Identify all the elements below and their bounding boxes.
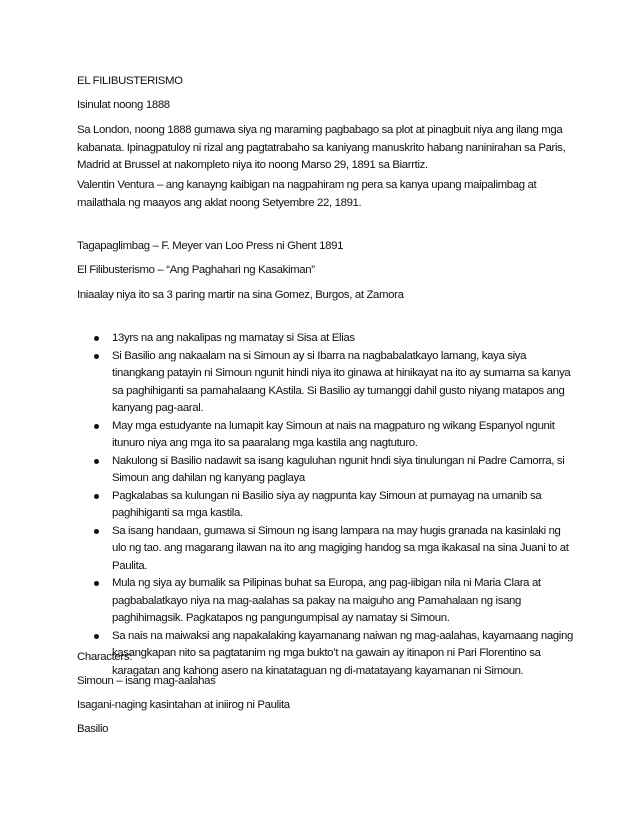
bullet-dot-icon: [94, 336, 99, 341]
bullet-dot-icon: [94, 581, 99, 586]
bullet-dot-icon: [94, 354, 99, 359]
paragraph-valentin: Valentin Ventura – ang kanayng kaibigan na nagpahiram ng pera sa kanya upang maipalimbag at mailathala ng maayos ang aklat noong Setyembre 22, 1891.: [77, 179, 537, 209]
bullet-dot-icon: [94, 634, 99, 639]
bullet-dot-icon: [94, 494, 99, 499]
list-item: May mga estudyante na lumapit kay Simoun at nais na magpaturo ng wikang Espanyol ngunit itunuro niya ang mga ito sa paaralang mga kastila ang nagtuturo.: [77, 418, 577, 453]
publisher-line: Tagapaglimbag – F. Meyer van Loo Press ni Ghent 1891: [77, 240, 344, 252]
meaning-line: El Filibusterismo – “Ang Paghahari ng Kasakiman”: [77, 264, 315, 276]
character-item: Simoun – isang mag-aalahas: [77, 675, 216, 687]
bullet-list: [77, 330, 577, 680]
bullet-dot-icon: [94, 459, 99, 464]
list-item: Sa nais na maiwaksi ang napakalaking kayamanang naiwan ng mag-aalahas, kayamaang naging kasangkapan nito sa pagtatanim ng mga bukto’t na gawain ay itinapon ni Pari Florentino sa karagatan ang kahong asero na kinatataguan ng di-matatayang kayamanan ni Simoun.: [77, 628, 577, 681]
list-item: Sa isang handaan, gumawa si Simoun ng isang lampara na may hugis granada na kasinlaki ng ulo ng tao. ang magarang ilawan na ito ang magiging handog sa mga ikakasal na sina Juani to at Paulita.: [77, 523, 577, 576]
list-item: Si Basilio ang nakaalam na si Simoun ay si Ibarra na nagbabalatkayo lamang, kaya siya tinangkang patayin ni Simoun ngunit hindi niya ito ginawa at hinikayat na ito ay sumama sa kanya sa paghihiganti sa pamahalaang KAstila. Si Basilio ay tumanggi dahil gusto niyang matapos ang kanyang pag-aaral.: [77, 348, 577, 418]
characters-heading: Characters:: [77, 651, 133, 663]
list-item: 13yrs na ang nakalipas ng mamatay si Sisa at Elias: [77, 330, 577, 348]
list-item: Mula ng siya ay bumalik sa Pilipinas buhat sa Europa, ang pag-iibigan nila ni Maria Clara at pagbabalatkayo niya na mag-aalahas sa pakay na maiguho ang Pamahalaan ng isang paghihimagsik. Pagkatapos ng pangungumpisal ay namatay si Simoun.: [77, 575, 577, 628]
character-item: Isagani-naging kasintahan at iniirog ni Paulita: [77, 699, 290, 711]
written-line: Isinulat noong 1888: [77, 99, 170, 111]
paragraph-london: Sa London, noong 1888 gumawa siya ng maraming pagbabago sa plot at pinagbuit niya ang ilang mga kabanata. Ipinagpatuloy ni rizal ang pagtatrabaho sa kaniyang manuskrito habang naninirahan sa Paris, Madrid at Brussel at nakompleto niya ito noong Marso 29, 1891 sa Biarrtiz.: [77, 124, 566, 171]
list-item: Nakulong si Basilio nadawit sa isang kaguluhan ngunit hndi siya tinulungan ni Padre Camorra, si Simoun ang dahilan ng kanyang paglaya: [77, 453, 577, 488]
character-item: Basilio: [77, 723, 109, 735]
list-item: Pagkalabas sa kulungan ni Basilio siya ay nagpunta kay Simoun at pumayag na umanib sa paghihiganti sa mga kastila.: [77, 488, 577, 523]
bullet-dot-icon: [94, 424, 99, 429]
bullet-dot-icon: [94, 529, 99, 534]
dedication-line: Iniaalay niya ito sa 3 paring martir na sina Gomez, Burgos, at Zamora: [77, 289, 404, 301]
document-title: EL FILIBUSTERISMO: [77, 75, 183, 87]
